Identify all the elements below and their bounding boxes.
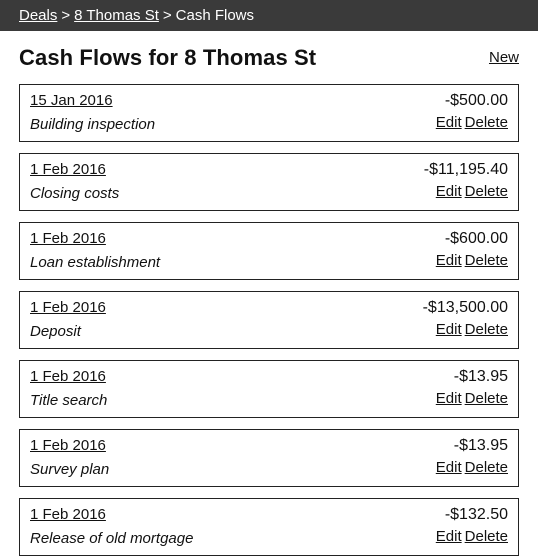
cash-flow-item	[19, 222, 519, 280]
cash-flow-amount: -$13,500.00	[422, 299, 508, 316]
delete-link[interactable]: Delete	[464, 390, 508, 407]
cash-flow-date-link[interactable]: 1 Feb 2016	[30, 161, 106, 178]
breadcrumb-property-link[interactable]: 8 Thomas St	[74, 7, 159, 24]
page-title: Cash Flows for 8 Thomas St	[19, 45, 317, 70]
cash-flow-description: Release of old mortgage	[30, 530, 194, 547]
cash-flow-amount: -$600.00	[444, 230, 508, 247]
cash-flow-amount: -$500.00	[444, 92, 508, 109]
breadcrumb-separator: >	[162, 7, 172, 24]
cash-flow-actions	[433, 390, 508, 407]
cash-flow-amount: -$13.95	[453, 368, 508, 385]
breadcrumb-deals-link[interactable]: Deals	[19, 7, 58, 24]
delete-link[interactable]: Delete	[464, 321, 508, 338]
page-header	[0, 31, 538, 84]
cash-flow-date-link[interactable]: 1 Feb 2016	[30, 506, 106, 523]
cash-flow-actions	[433, 183, 508, 200]
cash-flow-item	[19, 153, 519, 211]
cash-flow-date-link[interactable]: 1 Feb 2016	[30, 368, 106, 385]
cash-flow-description: Title search	[30, 392, 108, 409]
cash-flow-item	[19, 291, 519, 349]
cash-flow-date-link[interactable]: 1 Feb 2016	[30, 230, 106, 247]
edit-link[interactable]: Edit	[435, 321, 462, 338]
cash-flow-actions	[433, 321, 508, 338]
delete-link[interactable]: Delete	[464, 459, 508, 476]
edit-link[interactable]: Edit	[435, 183, 462, 200]
cash-flow-amount: -$13.95	[453, 437, 508, 454]
edit-link[interactable]: Edit	[435, 459, 462, 476]
cash-flow-actions	[433, 114, 508, 131]
cash-flow-item	[19, 429, 519, 487]
cash-flow-amount: -$11,195.40	[423, 161, 508, 178]
cash-flow-description: Survey plan	[30, 461, 110, 478]
cash-flow-description: Deposit	[30, 323, 81, 340]
cash-flow-item	[19, 360, 519, 418]
cash-flow-date-link[interactable]: 1 Feb 2016	[30, 299, 106, 316]
cash-flow-actions	[433, 528, 508, 545]
edit-link[interactable]: Edit	[435, 528, 462, 545]
delete-link[interactable]: Delete	[464, 528, 508, 545]
cash-flow-item	[19, 498, 519, 556]
cash-flow-actions	[433, 252, 508, 269]
new-cash-flow-link[interactable]: New	[488, 49, 519, 66]
cash-flow-actions	[433, 459, 508, 476]
cash-flow-description: Closing costs	[30, 185, 120, 202]
cash-flow-amount: -$132.50	[444, 506, 508, 523]
edit-link[interactable]: Edit	[435, 390, 462, 407]
breadcrumb-current: Cash Flows	[175, 7, 255, 24]
edit-link[interactable]: Edit	[435, 252, 462, 269]
cash-flow-description: Loan establishment	[30, 254, 161, 271]
edit-link[interactable]: Edit	[435, 114, 462, 131]
cash-flow-item	[19, 84, 519, 142]
delete-link[interactable]: Delete	[464, 252, 508, 269]
cash-flow-list	[0, 84, 538, 556]
cash-flow-description: Building inspection	[30, 116, 156, 133]
breadcrumb-separator: >	[61, 7, 71, 24]
breadcrumb	[0, 0, 538, 31]
cash-flow-date-link[interactable]: 15 Jan 2016	[30, 92, 113, 109]
cash-flow-date-link[interactable]: 1 Feb 2016	[30, 437, 106, 454]
delete-link[interactable]: Delete	[464, 183, 508, 200]
delete-link[interactable]: Delete	[464, 114, 508, 131]
